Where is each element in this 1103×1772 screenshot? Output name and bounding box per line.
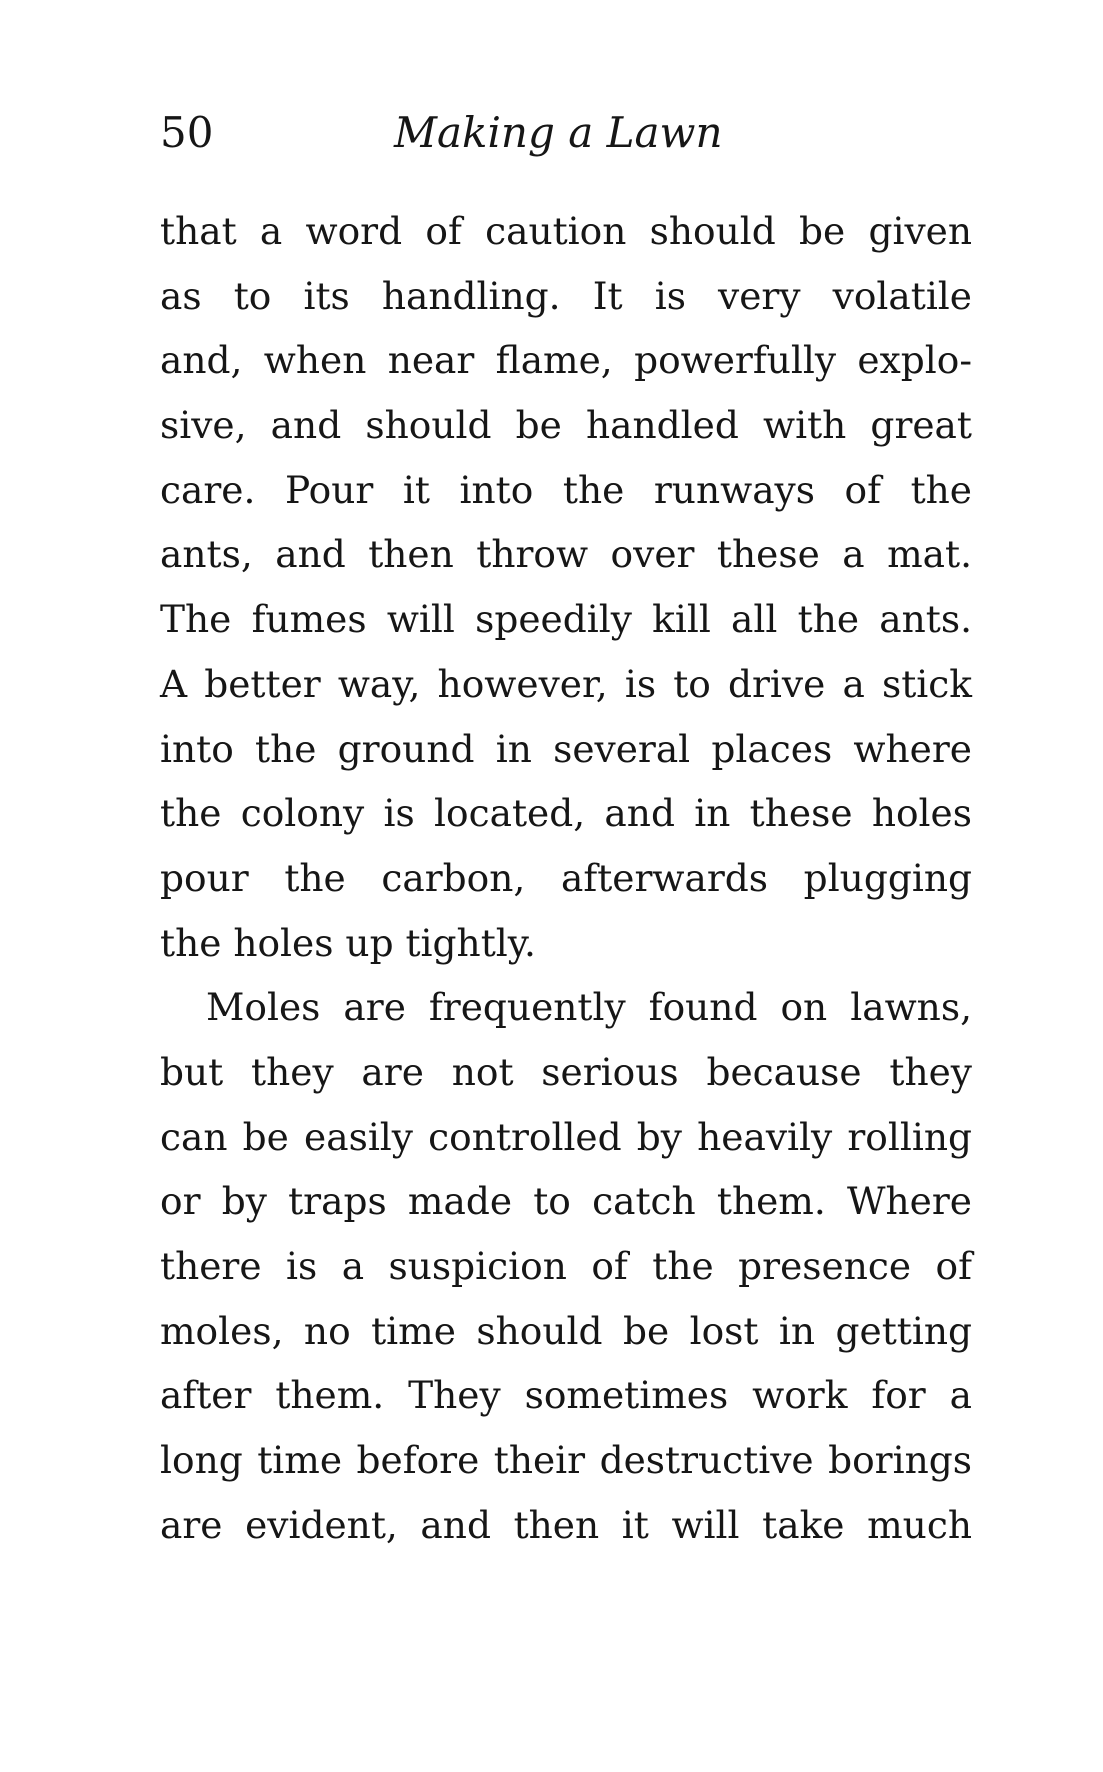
text-line: can be easily controlled by heavily rolling: [160, 1114, 972, 1159]
text-line: long time before their destructive borings: [160, 1438, 972, 1483]
text-line: the colony is located, and in these holes: [160, 791, 972, 836]
text-line: or by traps made to catch them. Where: [160, 1179, 972, 1224]
body-text: [160, 208, 972, 1566]
text-line: moles, no time should be lost in getting: [160, 1308, 972, 1353]
text-line: sive, and should be handled with great: [160, 403, 972, 448]
text-line: after them. They sometimes work for a: [160, 1373, 972, 1418]
text-line: and, when near flame, powerfully explo-: [160, 338, 972, 383]
text-line: are evident, and then it will take much: [160, 1502, 972, 1547]
text-line: that a word of caution should be given: [160, 209, 972, 253]
text-line: The fumes will speedily kill all the ants.: [160, 597, 972, 642]
running-title: Making a Lawn: [394, 108, 723, 157]
text-line: ants, and then throw over these a mat.: [160, 532, 972, 577]
text-line: into the ground in several places where: [160, 726, 972, 771]
text-line: A better way, however, is to drive a stick: [160, 661, 972, 706]
text-line: pour the carbon, afterwards plugging: [160, 855, 972, 900]
text-line: but they are not serious because they: [160, 1049, 972, 1094]
page-number: 50: [160, 108, 214, 157]
text-line: as to its handling. It is very volatile: [160, 273, 972, 318]
text-line: the holes up tightly.: [160, 920, 536, 965]
text-line: Moles are frequently found on lawns,: [206, 985, 972, 1030]
text-line: care. Pour it into the runways of the: [160, 467, 972, 512]
text-line: there is a suspicion of the presence of: [160, 1244, 972, 1288]
